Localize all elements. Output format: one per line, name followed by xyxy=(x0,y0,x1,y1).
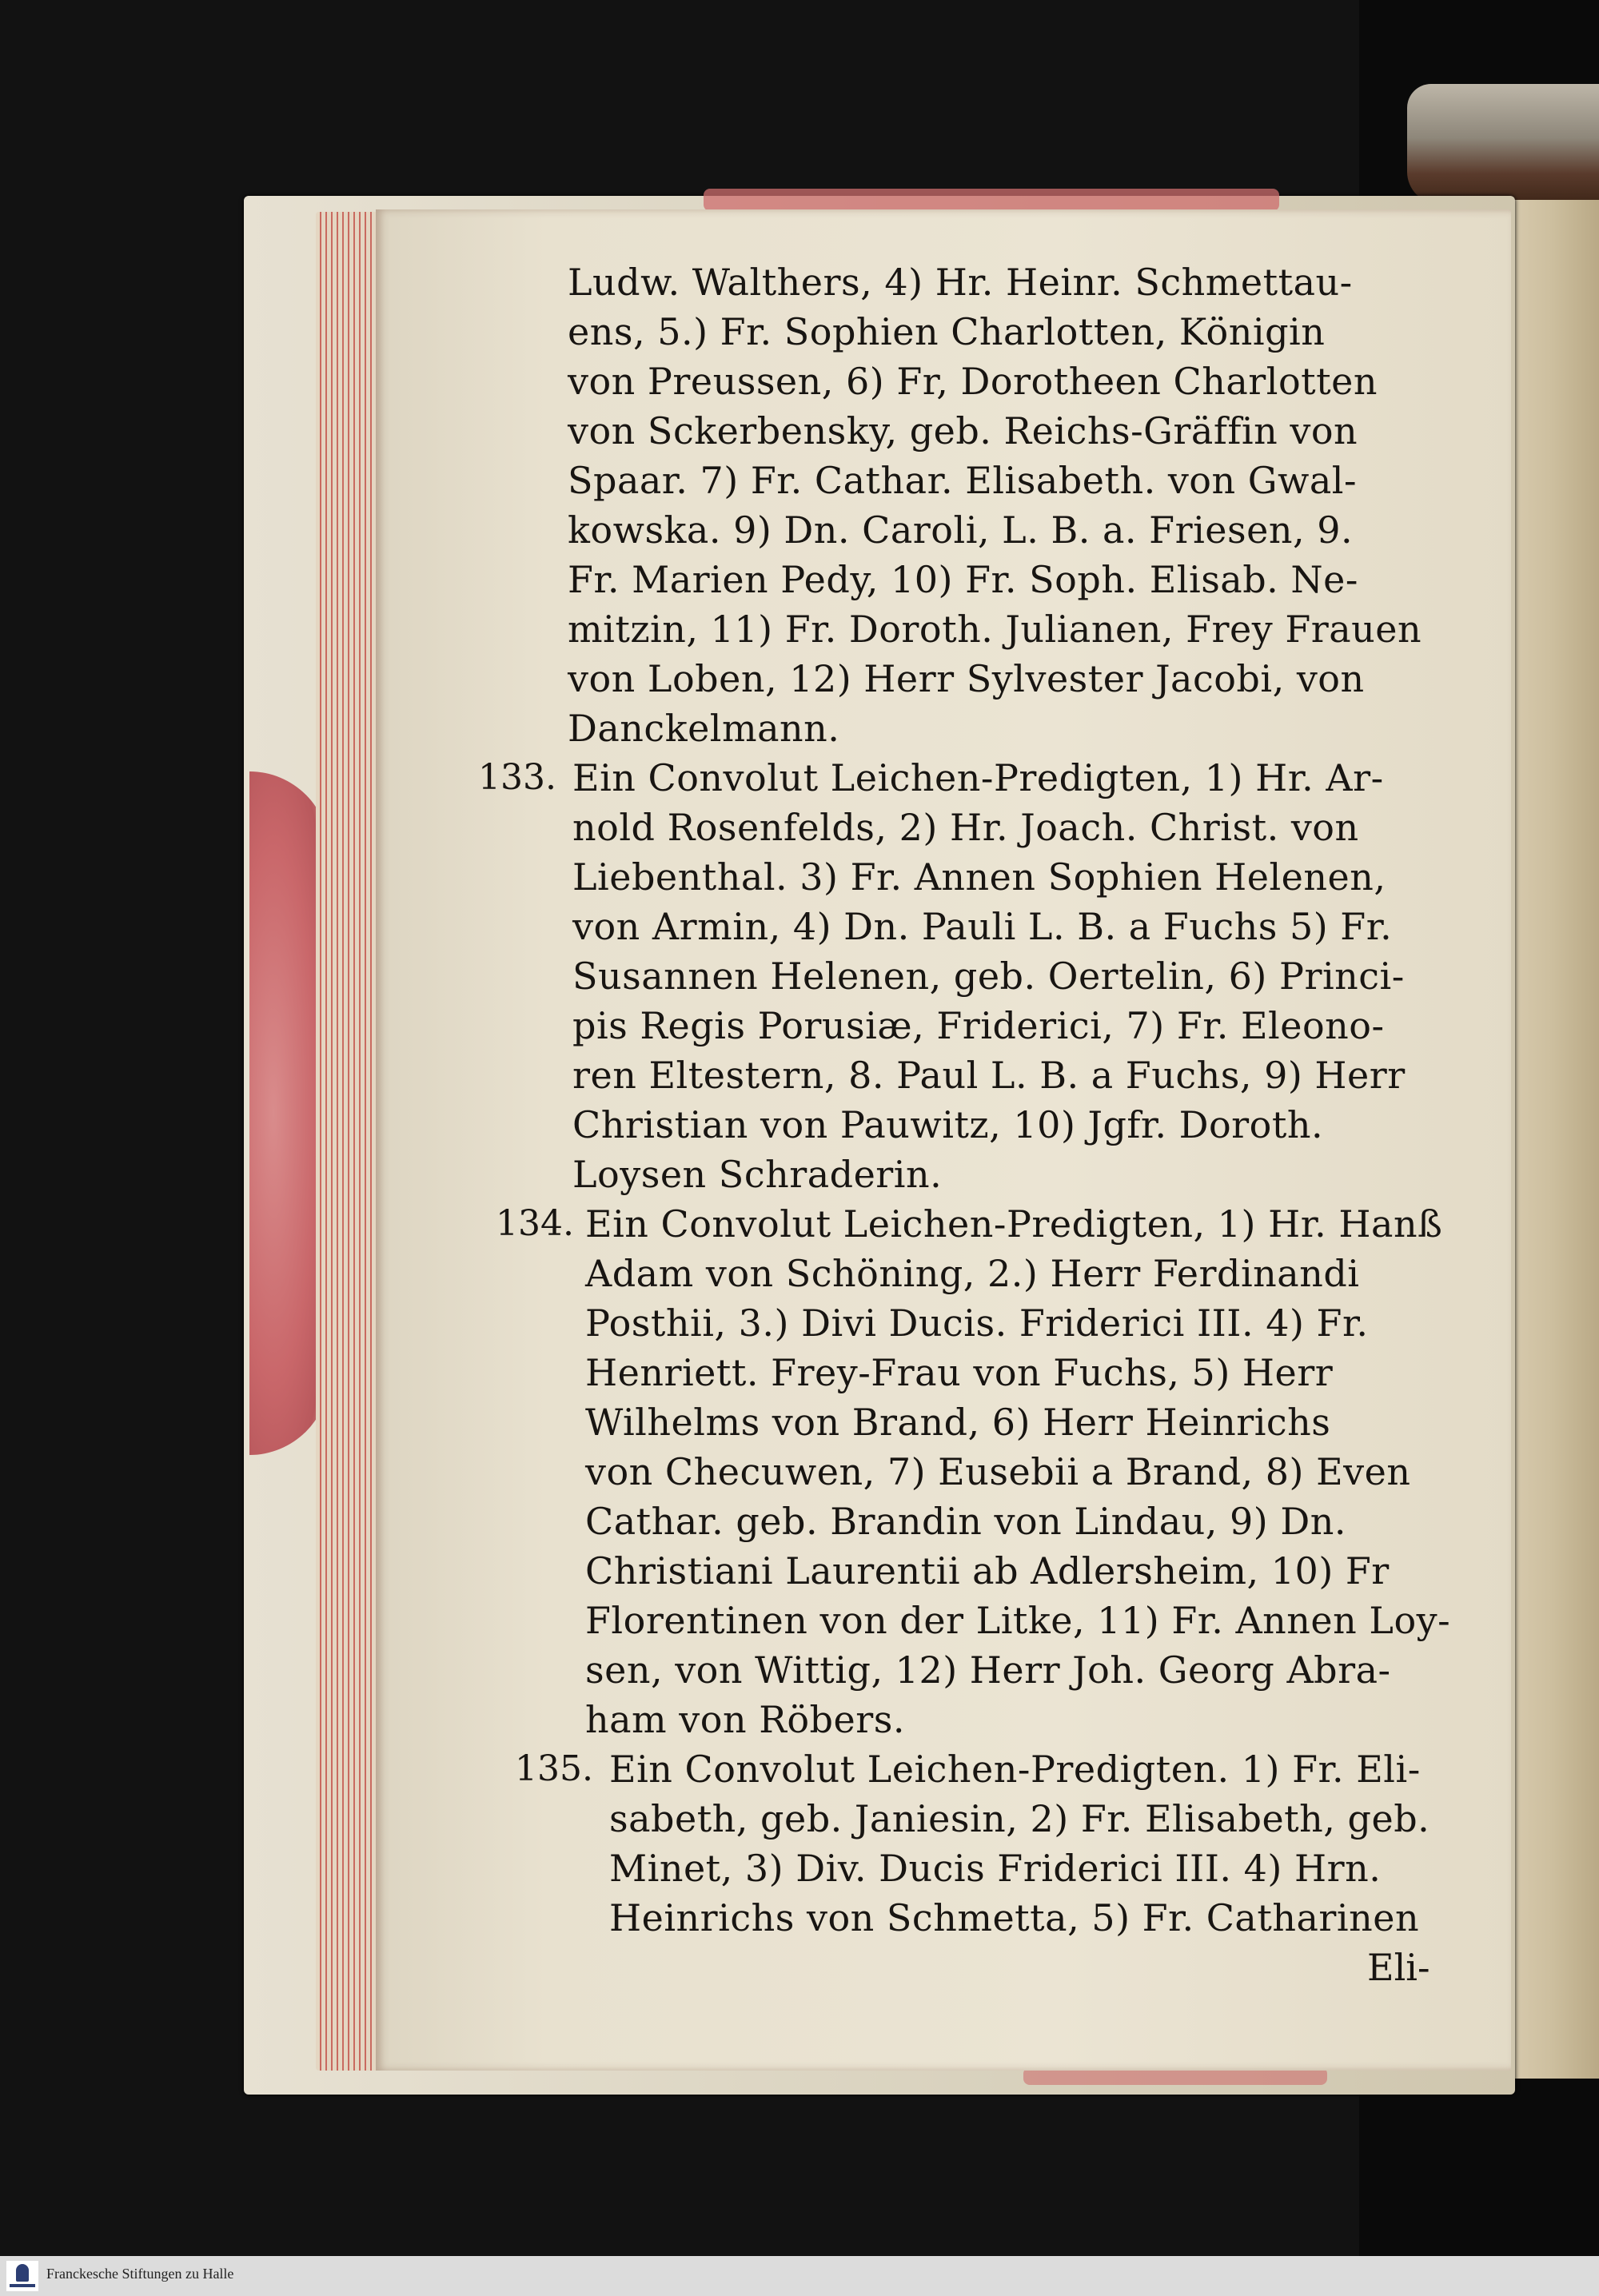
entry-number: 135. xyxy=(515,1748,593,1789)
text-line: sabeth, geb. Janiesin, 2) Fr. Elisabeth, geb. xyxy=(609,1797,1430,1840)
text-line: Liebenthal. 3) Fr. Annen Sophien Helenen, xyxy=(572,855,1386,899)
text-line: Henriett. Frey-Frau von Fuchs, 5) Herr xyxy=(585,1351,1334,1394)
text-line: ren Eltestern, 8. Paul L. B. a Fuchs, 9) Herr xyxy=(572,1054,1406,1097)
entry-number: 134. xyxy=(496,1203,574,1244)
institution-name: Franckesche Stiftungen zu Halle xyxy=(46,2266,234,2282)
text-line: Ein Convolut Leichen-Predigten, 1) Hr. Hanß xyxy=(585,1202,1443,1246)
text-line: von Loben, 12) Herr Sylvester Jacobi, von xyxy=(568,657,1365,700)
text-line: sen, von Wittig, 12) Herr Joh. Georg Abra- xyxy=(585,1648,1391,1692)
top-stamp-mark xyxy=(704,189,1279,211)
text-line: Christiani Laurentii ab Adlersheim, 10) Fr xyxy=(585,1549,1390,1592)
text-line: Heinrichs von Schmetta, 5) Fr. Catharinen xyxy=(609,1896,1420,1939)
text-line: Danckelmann. xyxy=(568,707,840,750)
book-right-edge xyxy=(1503,200,1599,2079)
text-line: nold Rosenfelds, 2) Hr. Joach. Christ. von xyxy=(572,806,1359,849)
text-line: Adam von Schöning, 2.) Herr Ferdinandi xyxy=(585,1252,1360,1295)
text-line: Spaar. 7) Fr. Cathar. Elisabeth. von Gwal- xyxy=(568,459,1358,502)
text-line: von Sckerbensky, geb. Reichs-Gräffin von xyxy=(568,409,1358,452)
text-line: von Preussen, 6) Fr, Dorotheen Charlotten xyxy=(568,360,1378,403)
text-line: pis Regis Porusiæ, Friderici, 7) Fr. Eleono- xyxy=(572,1004,1385,1047)
text-line: Minet, 3) Div. Ducis Friderici III. 4) Hrn. xyxy=(609,1847,1382,1890)
entry-number: 133. xyxy=(478,757,556,798)
text-line: Cathar. geb. Brandin von Lindau, 9) Dn. xyxy=(585,1500,1346,1543)
text-line: Susannen Helenen, geb. Oertelin, 6) Princi- xyxy=(572,955,1405,998)
text-line: ham von Röbers. xyxy=(585,1698,905,1741)
text-line: Ludw. Walthers, 4) Hr. Heinr. Schmettau- xyxy=(568,261,1353,304)
text-line: von Armin, 4) Dn. Pauli L. B. a Fuchs 5) Fr. xyxy=(572,905,1393,948)
text-line: Posthii, 3.) Divi Ducis. Friderici III. 4) Fr. xyxy=(585,1301,1369,1345)
text-line: mitzin, 11) Fr. Doroth. Julianen, Frey Frauen xyxy=(568,608,1422,651)
text-line: Ein Convolut Leichen-Predigten, 1) Hr. Ar- xyxy=(572,756,1384,799)
text-line: Wilhelms von Brand, 6) Herr Heinrichs xyxy=(585,1401,1331,1444)
text-line: kowska. 9) Dn. Caroli, L. B. a. Friesen, 9. xyxy=(568,508,1354,552)
book-clasp xyxy=(1407,84,1599,204)
catchword: Eli- xyxy=(1367,1946,1430,1989)
text-line: Loysen Schraderin. xyxy=(572,1153,943,1196)
text-line: Christian von Pauwitz, 10) Jgfr. Doroth. xyxy=(572,1103,1324,1146)
text-line: Ein Convolut Leichen-Predigten. 1) Fr. Eli- xyxy=(609,1748,1421,1791)
viewer-footer xyxy=(0,2256,1599,2296)
document-page xyxy=(376,209,1511,2071)
text-line: ens, 5.) Fr. Sophien Charlotten, Königin xyxy=(568,310,1326,353)
text-line: von Checuwen, 7) Eusebii a Brand, 8) Even xyxy=(585,1450,1411,1493)
text-line: Florentinen von der Litke, 11) Fr. Annen Loy- xyxy=(585,1599,1451,1642)
text-line: Fr. Marien Pedy, 10) Fr. Soph. Elisab. Ne- xyxy=(568,558,1358,601)
institution-logo-icon xyxy=(6,2261,38,2291)
